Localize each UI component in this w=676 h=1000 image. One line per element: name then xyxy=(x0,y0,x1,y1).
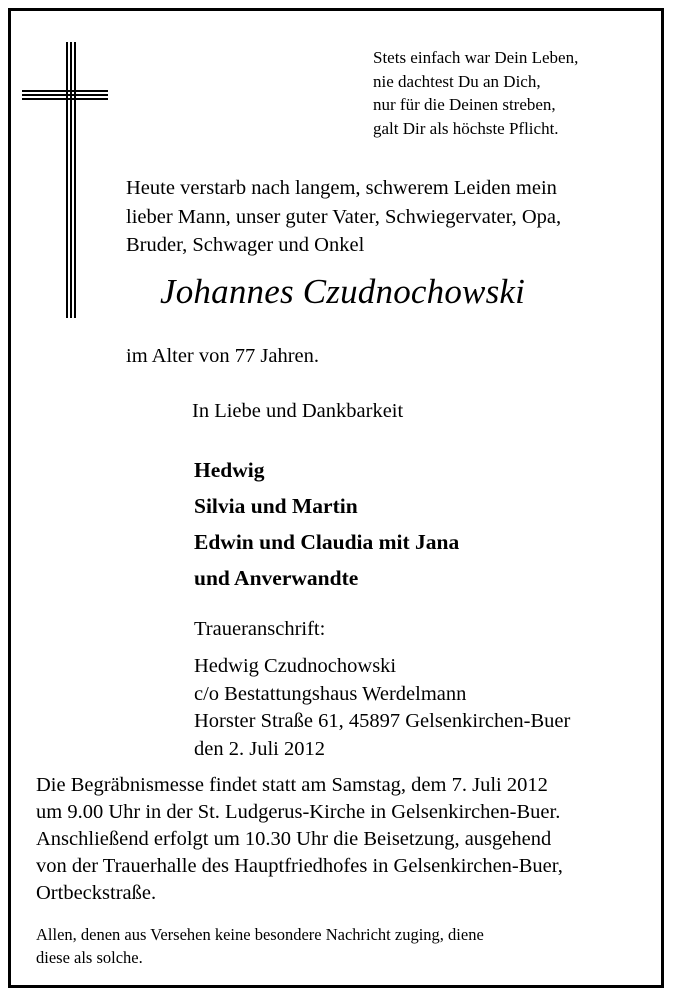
service-line: Anschließend erfolgt um 10.30 Uhr die Beisetzung, ausgehend xyxy=(36,828,552,850)
address-line: Horster Straße 61, 45897 Gelsenkirchen-Buer xyxy=(194,710,571,732)
funeral-service-details xyxy=(36,772,563,907)
family-list xyxy=(194,452,459,596)
note-line: Allen, denen aus Versehen keine besondere Nachricht zuging, diene xyxy=(36,925,484,944)
family-member: Silvia und Martin xyxy=(194,494,358,518)
poem-line: Stets einfach war Dein Leben, xyxy=(373,48,579,67)
memorial-poem xyxy=(373,46,578,140)
death-announcement xyxy=(126,174,561,260)
intro-line: lieber Mann, unser guter Vater, Schwiegervater, Opa, xyxy=(126,205,562,228)
note-line: diese als solche. xyxy=(36,948,143,967)
deceased-name: Johannes Czudnochowski xyxy=(160,272,526,311)
intro-line: Heute verstarb nach langem, schwerem Leiden mein xyxy=(126,177,557,199)
service-line: von der Trauerhalle des Hauptfriedhofes in Gelsenkirchen-Buer, xyxy=(36,855,563,877)
poem-line: galt Dir als höchste Pflicht. xyxy=(373,118,559,138)
closing-phrase: In Liebe und Dankbarkeit xyxy=(192,400,404,422)
address-line: c/o Bestattungshaus Werdelmann xyxy=(194,682,467,705)
address-line: den 2. Juli 2012 xyxy=(194,737,325,760)
poem-line: nur für die Deinen streben, xyxy=(373,95,556,114)
address-label: Traueranschrift: xyxy=(194,618,326,640)
poem-line: nie dachtest Du an Dich, xyxy=(373,71,541,91)
family-member: Hedwig xyxy=(194,458,265,482)
service-line: Ortbeckstraße. xyxy=(36,882,157,904)
family-member: Edwin und Claudia mit Jana xyxy=(194,530,460,554)
intro-line: Bruder, Schwager und Onkel xyxy=(126,234,365,256)
service-line: Die Begräbnismesse findet statt am Samstag, dem 7. Juli 2012 xyxy=(36,774,548,796)
notice-note xyxy=(36,923,484,969)
service-line: um 9.00 Uhr in der St. Ludgerus-Kirche in Gelsenkirchen-Buer. xyxy=(36,801,561,823)
age-text: im Alter von 77 Jahren. xyxy=(126,345,320,367)
family-member: und Anverwandte xyxy=(194,566,359,590)
cross-icon xyxy=(22,42,108,318)
mourning-address xyxy=(194,653,570,763)
address-line: Hedwig Czudnochowski xyxy=(194,655,397,677)
